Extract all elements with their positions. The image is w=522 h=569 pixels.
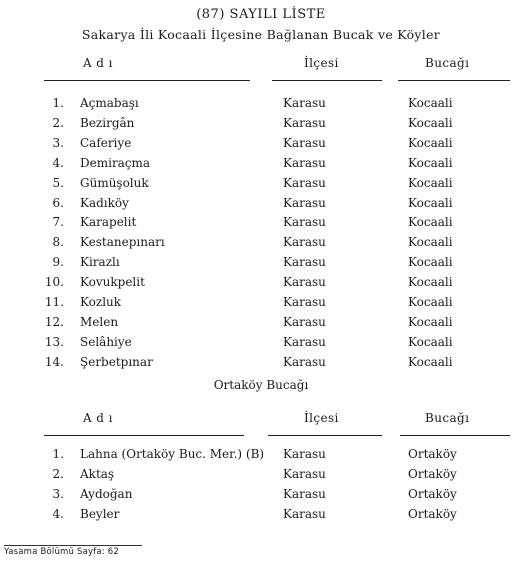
village-name: Lahna (Ortaköy Buc. Mer.) (B) — [80, 447, 265, 461]
table-row — [0, 176, 522, 194]
village-name: Kirazlı — [80, 255, 120, 270]
header-underline-name — [44, 435, 244, 436]
header-underline-subdistrict — [398, 80, 510, 81]
cropped-previous-content — [0, 0, 522, 6]
row-number: 10. — [44, 275, 64, 290]
district-name: Karasu — [283, 235, 326, 250]
table-row — [0, 487, 522, 505]
header-district: İlçesi — [304, 411, 339, 425]
header-underline-district — [268, 435, 382, 436]
subdistrict-name: Kocaali — [408, 155, 453, 170]
village-name: Melen — [80, 314, 119, 329]
row-number: 1. — [52, 96, 64, 110]
table-row — [0, 275, 522, 293]
subdistrict-name: Kocaali — [408, 215, 453, 230]
district-name: Karasu — [283, 354, 326, 369]
table-row — [0, 96, 522, 114]
table-row — [0, 235, 522, 253]
row-number: 3. — [52, 487, 64, 501]
district-name: Karasu — [283, 96, 326, 110]
page-footer: Yasama Bölümü Sayfa: 62 — [4, 547, 120, 557]
district-name: Karasu — [283, 295, 326, 309]
row-number: 5. — [52, 175, 64, 190]
subdistrict-name: Kocaali — [408, 314, 453, 329]
table-row — [0, 335, 522, 353]
village-name: Aydoğan — [80, 487, 133, 501]
district-name: Karasu — [283, 334, 326, 349]
subdistrict-name: Kocaali — [408, 334, 453, 349]
row-number: 9. — [52, 255, 64, 270]
subdistrict-name: Kocaali — [408, 195, 453, 210]
subdistrict-name: Kocaali — [408, 96, 453, 110]
subdistrict-name: Ortaköy — [408, 467, 457, 481]
district-name: Karasu — [283, 135, 326, 150]
subdistrict-name: Ortaköy — [408, 487, 457, 501]
row-number: 4. — [52, 507, 64, 521]
district-name: Karasu — [283, 255, 326, 270]
district-name: Karasu — [283, 155, 326, 170]
header-name: A d ı — [83, 411, 113, 425]
list-subtitle: Sakarya İli Kocaali İlçesine Bağlanan Bucak ve Köyler — [81, 27, 441, 42]
table-row — [0, 156, 522, 174]
village-name: Açmabaşı — [80, 96, 139, 110]
header-district: İlçesi — [304, 56, 339, 70]
row-number: 3. — [52, 135, 64, 150]
village-name: Kadıköy — [80, 195, 129, 210]
village-name: Kozluk — [80, 295, 122, 309]
list-title: (87) SAYILI LİSTE — [196, 7, 326, 22]
subdistrict-name: Kocaali — [408, 115, 453, 130]
table-row — [0, 196, 522, 214]
subdistrict-name: Ortaköy — [408, 447, 457, 461]
district-name: Karasu — [283, 487, 326, 501]
village-name: Gümüşoluk — [80, 175, 149, 190]
village-name: Kestanepınarı — [80, 235, 165, 250]
row-number: 12. — [44, 314, 64, 329]
header-underline-subdistrict — [400, 435, 510, 436]
header-underline-district — [272, 80, 382, 81]
row-number: 2. — [52, 467, 64, 481]
district-name: Karasu — [283, 314, 326, 329]
district-name: Karasu — [283, 447, 326, 461]
district-name: Karasu — [283, 275, 326, 290]
table-row — [0, 295, 522, 313]
section-title-ortakoy: Ortaköy Bucağı — [213, 378, 309, 392]
footer-rule — [4, 545, 142, 546]
village-name: Selâhiye — [80, 334, 132, 349]
subdistrict-name: Kocaali — [408, 235, 453, 250]
row-number: 6. — [52, 195, 64, 210]
header-subdistrict: Bucağı — [425, 56, 470, 70]
subdistrict-name: Kocaali — [408, 255, 453, 270]
district-name: Karasu — [283, 215, 326, 230]
row-number: 2. — [52, 115, 64, 130]
table-row — [0, 255, 522, 273]
village-name: Demiraçma — [80, 155, 151, 170]
table-row — [0, 447, 522, 465]
header-name: A d ı — [83, 56, 113, 70]
header-underline-name — [44, 80, 250, 81]
row-number: 7. — [52, 215, 64, 230]
village-name: Bezirgân — [80, 115, 135, 130]
village-name: Kovukpelit — [80, 275, 145, 290]
village-name: Karapelit — [80, 215, 137, 230]
district-name: Karasu — [283, 175, 326, 190]
district-name: Karasu — [283, 195, 326, 210]
subdistrict-name: Kocaali — [408, 295, 453, 309]
table-row — [0, 315, 522, 333]
subdistrict-name: Kocaali — [408, 175, 453, 190]
subdistrict-name: Kocaali — [408, 354, 453, 369]
row-number: 4. — [52, 155, 64, 170]
village-name: Şerbetpınar — [80, 354, 153, 369]
district-name: Karasu — [283, 115, 326, 130]
row-number: 8. — [52, 235, 64, 250]
village-name: Aktaş — [80, 467, 115, 481]
row-number: 13. — [44, 334, 64, 349]
subdistrict-name: Kocaali — [408, 135, 453, 150]
row-number: 11. — [44, 295, 64, 309]
district-name: Karasu — [283, 507, 326, 521]
table-row — [0, 136, 522, 154]
table-row — [0, 116, 522, 134]
subdistrict-name: Kocaali — [408, 275, 453, 290]
header-subdistrict: Bucağı — [425, 411, 470, 425]
table-row — [0, 467, 522, 485]
row-number: 1. — [52, 447, 64, 461]
table-row — [0, 355, 522, 373]
table-row — [0, 507, 522, 525]
subdistrict-name: Ortaköy — [408, 507, 457, 521]
table-row — [0, 215, 522, 233]
village-name: Beyler — [80, 507, 120, 521]
district-name: Karasu — [283, 467, 326, 481]
village-name: Caferiye — [80, 135, 132, 150]
row-number: 14. — [44, 354, 64, 369]
